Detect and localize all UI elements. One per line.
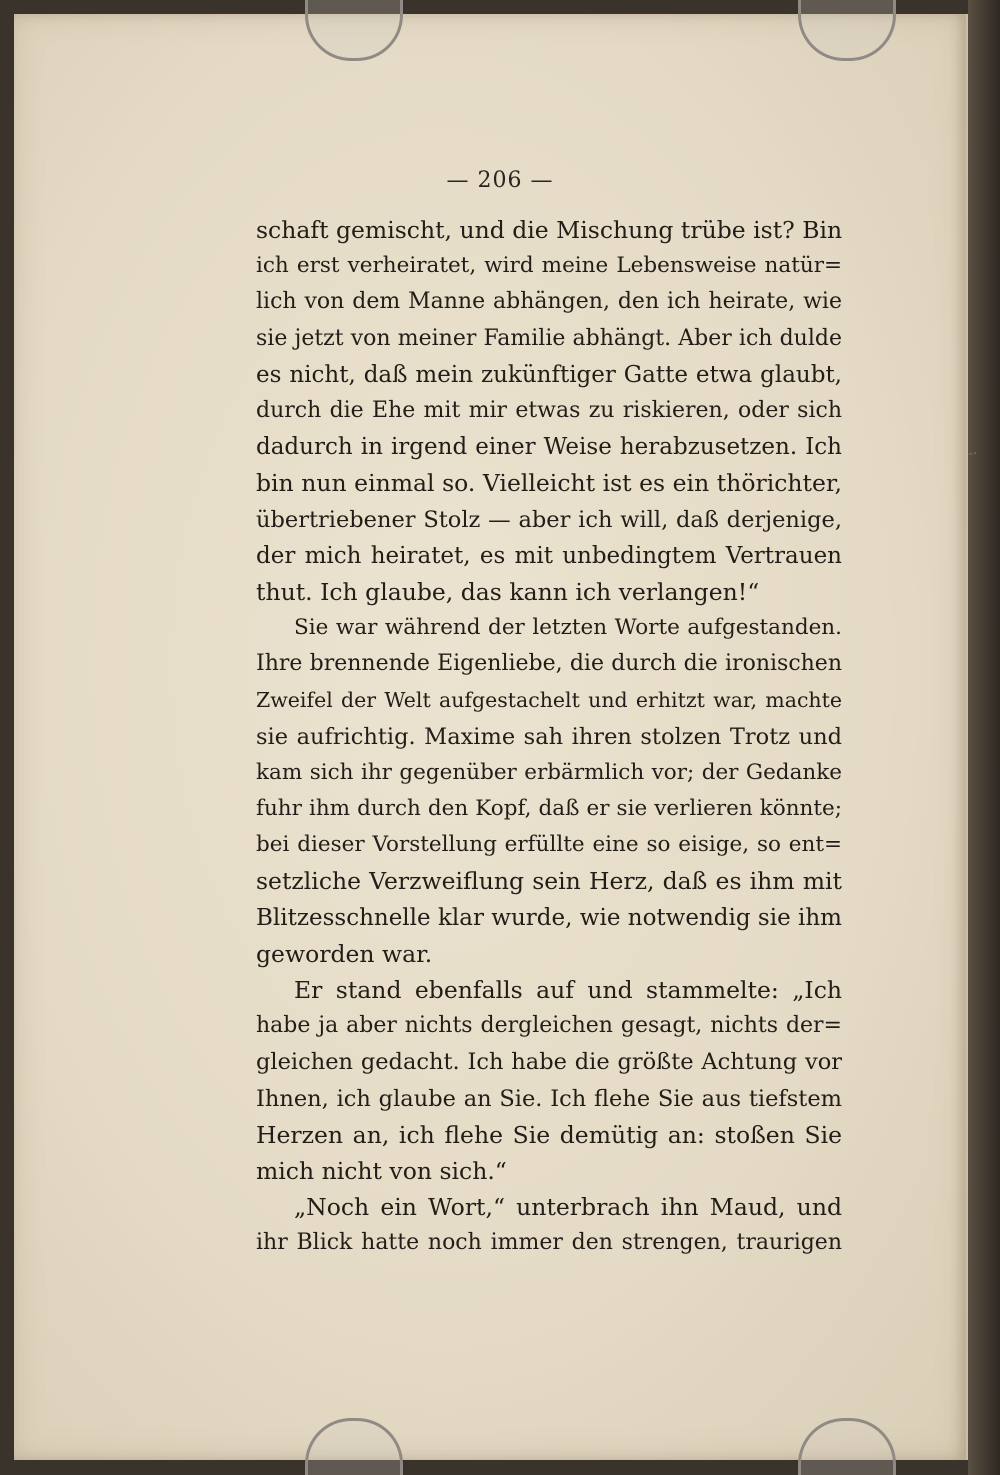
text-line: „Noch ein Wort,“ unterbrach ihn Maud, und [294,1193,842,1222]
text-line: Herzen an, ich flehe Sie demütig an: stoßen Sie [256,1120,842,1149]
text-line: mich nicht von sich.“ [256,1156,507,1185]
page-number: — 206 — [446,168,554,193]
margin-mark: -· [968,446,978,462]
text-line: der mich heiratet, es mit unbedingtem Vertrauen [256,542,842,569]
text-line: ich erst verheiratet, wird meine Lebensweise natür= [256,253,842,279]
text-line: lich von dem Manne abhängen, den ich heirate, wie [256,289,842,315]
text-line: habe ja aber nichts dergleichen gesagt, nichts der= [256,1013,842,1039]
text-line: setzliche Verzweiflung sein Herz, daß es ihm mit [256,867,842,896]
text-line: schaft gemischt, und die Mischung trübe ist? Bin [256,216,843,244]
text-line: Er stand ebenfalls auf und stammelte: „Ich [294,975,842,1004]
text-line: thut. Ich glaube, das kann ich verlangen!“ [256,577,760,606]
text-line: ihr Blick hatte noch immer den strengen, traurigen [256,1230,842,1256]
text-line: sie aufrichtig. Maxime sah ihren stolzen Trotz und [256,723,842,750]
body-text [256,212,842,1261]
text-line: dadurch in irgend einer Weise herabzusetzen. Ich [256,434,842,461]
text-line: kam sich ihr gegenüber erbärmlich vor; der Gedanke [256,759,842,785]
text-line: geworden war. [256,939,433,968]
text-line: Sie war während der letzten Worte aufgestanden. [294,615,842,641]
text-line: bin nun einmal so. Vielleicht ist es ein thörichter, [256,469,842,498]
text-line: übertriebener Stolz — aber ich will, daß derjenige, [256,506,842,533]
text-line: gleichen gedacht. Ich habe die größte Achtung vor [256,1049,842,1076]
text-line: fuhr ihm durch den Kopf, daß er sie verlieren könnte; [256,796,842,821]
text-line: Ihre brennende Eigenliebe, die durch die ironischen [256,651,842,677]
text-line: bei dieser Vorstellung erfüllte eine so eisige, so ent= [256,832,842,858]
text-line: sie jetzt von meiner Familie abhängt. Aber ich dulde [256,325,842,351]
text-line: durch die Ehe mit mir etwas zu riskieren, oder sich [256,397,842,423]
book-edge [968,0,1000,1475]
text-line: Blitzesschnelle klar wurde, wie notwendig sie ihm [256,904,842,931]
text-line: es nicht, daß mein zukünftiger Gatte etwa glaubt, [256,361,842,388]
text-line: Zweifel der Welt aufgestachelt und erhitzt war, machte [256,688,842,713]
text-line: Ihnen, ich glaube an Sie. Ich flehe Sie aus tiefstem [256,1085,842,1112]
